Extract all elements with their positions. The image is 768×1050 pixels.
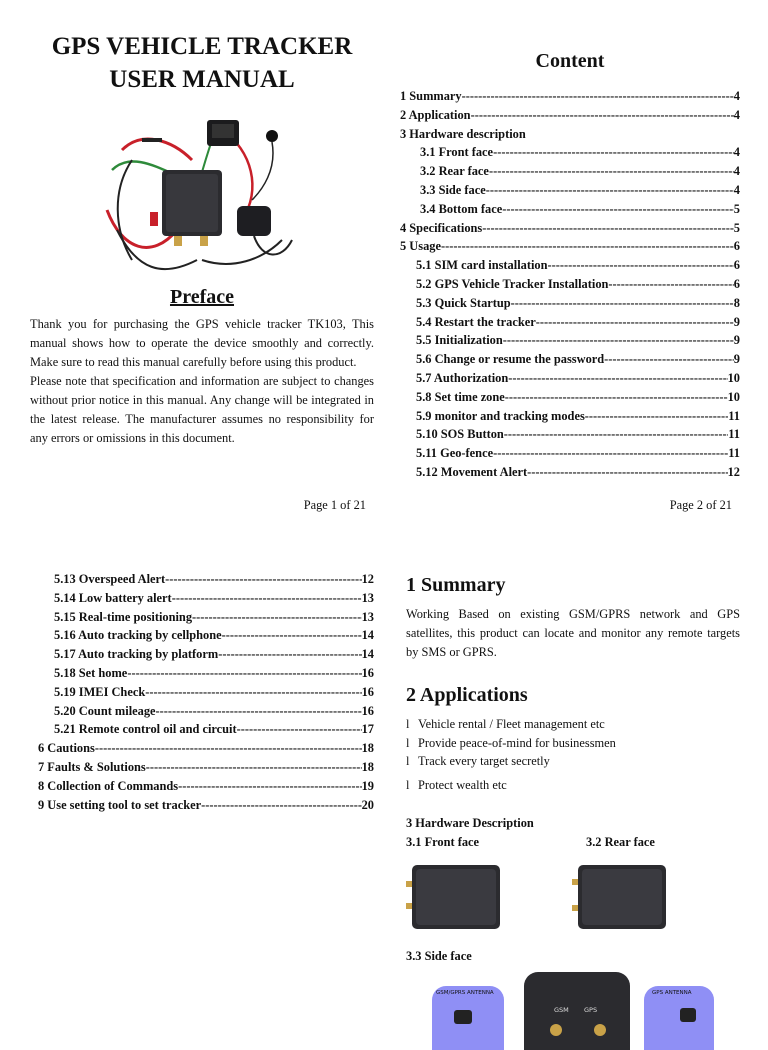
gps-port-label: GPS: [584, 1006, 598, 1015]
toc-entry-page: 6: [733, 276, 740, 291]
toc-entry-page: 9: [733, 314, 740, 329]
toc-entry-label: 3 Hardware description: [400, 126, 526, 141]
toc-entry-page: 5: [733, 201, 740, 216]
page-4: [400, 570, 740, 1024]
toc-entry-page: 6: [733, 258, 740, 273]
list-item: [406, 776, 740, 795]
toc-entry[interactable]: [400, 125, 740, 144]
toc-entry[interactable]: [400, 425, 740, 444]
toc-entry[interactable]: [30, 608, 374, 627]
content-heading: Content: [535, 50, 605, 72]
applications-heading: 2 Applications: [406, 684, 528, 706]
rear-face-label: 3.2 Rear face: [586, 835, 655, 850]
toc-entry[interactable]: [30, 702, 374, 721]
toc-entry[interactable]: [400, 369, 740, 388]
toc-entry[interactable]: [400, 162, 740, 181]
preface-paragraph-2: Please note that specification and information are subject to changes without prior notice in this manual. Any change will be integrated in the latest release. The manufacturer assumes no responsibility for any errors or omissions in this document.: [30, 374, 374, 445]
toc-entry-label: 5.4 Restart the tracker: [416, 314, 536, 329]
toc-entry[interactable]: [400, 331, 740, 350]
toc-entry-page: 10: [727, 389, 740, 404]
toc-entry-page: 19: [361, 778, 374, 793]
toc-entry[interactable]: [400, 181, 740, 200]
toc-entry-page: 10: [727, 370, 740, 385]
toc-entry-label: 5.17 Auto tracking by platform: [54, 647, 219, 662]
toc-dot-leader: [585, 407, 729, 426]
toc-entry-label: 9 Use setting tool to set tracker: [38, 797, 202, 812]
toc-entry[interactable]: [400, 256, 740, 275]
toc-dot-leader: [462, 87, 734, 106]
toc-entry-page: 16: [361, 684, 374, 699]
bullet-mark: l: [406, 735, 410, 750]
toc-entry-label: 5.19 IMEI Check: [54, 684, 146, 699]
toc-entry-label: 4 Specifications: [400, 220, 483, 235]
toc-entry[interactable]: [400, 463, 740, 482]
toc-entry[interactable]: [400, 350, 740, 369]
summary-heading: 1 Summary: [406, 574, 506, 596]
toc-dot-leader: [95, 739, 362, 758]
application-item: Track every target secretly: [418, 754, 550, 769]
toc-entry-label: 5.5 Initialization: [416, 333, 503, 348]
toc-entry-label: 3.2 Rear face: [420, 164, 489, 179]
page-1: [30, 30, 374, 530]
toc-entry-page: 14: [361, 647, 374, 662]
toc-dot-leader: [493, 444, 728, 463]
toc-dot-leader: [201, 796, 362, 815]
toc-entry-label: 5.2 GPS Vehicle Tracker Installation: [416, 276, 609, 291]
page-3: [30, 570, 374, 820]
toc-entry-label: 5.21 Remote control oil and circuit: [54, 722, 237, 737]
toc-entry-page: 4: [733, 164, 740, 179]
bullet-mark: l: [406, 754, 410, 769]
table-of-contents-continued: [30, 570, 374, 814]
application-item: Protect wealth etc: [418, 777, 507, 792]
toc-entry[interactable]: [30, 570, 374, 589]
title-line-1: GPS VEHICLE TRACKER: [51, 33, 353, 60]
toc-entry[interactable]: [400, 444, 740, 463]
toc-dot-leader: [486, 181, 734, 200]
toc-entry-page: 6: [733, 239, 740, 254]
page-2: [400, 44, 740, 530]
rear-face-image: [572, 861, 668, 931]
toc-dot-leader: [527, 463, 727, 482]
toc-entry-label: 5.6 Change or resume the password: [416, 352, 605, 367]
toc-entry-label: 5.11 Geo-fence: [416, 446, 494, 461]
toc-entry-label: 3.3 Side face: [420, 182, 486, 197]
toc-dot-leader: [222, 626, 362, 645]
list-item: [406, 715, 740, 734]
toc-entry[interactable]: [30, 589, 374, 608]
bullet-mark: l: [406, 717, 410, 731]
toc-entry[interactable]: [30, 645, 374, 664]
toc-entry-label: 5.3 Quick Startup: [416, 295, 511, 310]
summary-text: Working Based on existing GSM/GPRS network and GPS satellites, this product can locate and monitor any remote targets by SMS or GPRS.: [406, 607, 740, 659]
toc-entry-page: 8: [733, 295, 740, 310]
toc-entry[interactable]: [30, 664, 374, 683]
applications-list: [406, 715, 740, 794]
toc-dot-leader: [146, 758, 362, 777]
toc-entry[interactable]: [400, 143, 740, 162]
toc-entry-label: 1 Summary: [400, 89, 462, 103]
preface-heading: Preface: [169, 286, 235, 308]
toc-entry[interactable]: [30, 777, 374, 796]
toc-dot-leader: [608, 275, 733, 294]
toc-entry-page: 11: [728, 408, 740, 423]
toc-entry-page: 13: [361, 609, 374, 624]
toc-entry-label: 5.1 SIM card installation: [416, 258, 548, 273]
toc-entry[interactable]: [400, 87, 740, 106]
preface-paragraph-1: Thank you for purchasing the GPS vehicle tracker TK103, This manual shows how to operate the device smoothly and correctly. Make sure to read this manual carefully before using this product.: [30, 317, 374, 369]
toc-entry[interactable]: [400, 106, 740, 125]
toc-entry-page: 16: [361, 665, 374, 680]
toc-entry-label: 5.13 Overspeed Alert: [54, 572, 166, 586]
toc-dot-leader: [218, 645, 361, 664]
toc-entry[interactable]: [400, 200, 740, 219]
toc-entry-label: 5.18 Set home: [54, 665, 128, 680]
toc-entry[interactable]: [30, 758, 374, 777]
toc-dot-leader: [237, 720, 362, 739]
toc-entry-page: 4: [733, 182, 740, 197]
toc-dot-leader: [493, 143, 734, 162]
toc-dot-leader: [505, 388, 728, 407]
toc-dot-leader: [192, 608, 362, 627]
toc-dot-leader: [482, 219, 734, 238]
toc-dot-leader: [441, 237, 734, 256]
toc-entry[interactable]: [30, 683, 374, 702]
toc-entry-page: 16: [361, 703, 374, 718]
toc-entry-page: 4: [733, 107, 740, 122]
toc-entry[interactable]: [400, 219, 740, 238]
toc-entry-label: 7 Faults & Solutions: [38, 759, 146, 774]
toc-entry-label: 5 Usage: [400, 239, 441, 254]
application-item: Provide peace-of-mind for businessmen: [418, 735, 616, 750]
toc-entry-label: 5.14 Low battery alert: [54, 590, 172, 605]
toc-dot-leader: [471, 106, 734, 125]
toc-dot-leader: [172, 589, 362, 608]
toc-entry-label: 5.20 Count mileage: [54, 703, 156, 718]
toc-entry-page: 11: [728, 427, 740, 442]
toc-dot-leader: [508, 369, 727, 388]
gsm-port-label: GSM: [554, 1006, 569, 1015]
toc-entry-label: 5.12 Movement Alert: [416, 464, 528, 479]
application-item: Vehicle rental / Fleet management etc: [418, 717, 605, 731]
toc-entry-label: 5.8 Set time zone: [416, 389, 505, 404]
toc-entry-page: 11: [728, 446, 740, 461]
hardware-description-heading: 3 Hardware Description: [406, 816, 534, 831]
toc-dot-leader: [536, 313, 734, 332]
toc-dot-leader: [504, 425, 728, 444]
toc-entry-page: 14: [361, 628, 374, 643]
title-line-2: USER MANUAL: [109, 66, 295, 93]
front-face-label: 3.1 Front face: [406, 835, 480, 850]
toc-entry-page: 17: [361, 722, 374, 737]
toc-entry[interactable]: [400, 313, 740, 332]
toc-entry[interactable]: [400, 407, 740, 426]
gps-antenna-label: GPS ANTENNA: [652, 990, 692, 997]
manual-title: [30, 30, 374, 96]
toc-dot-leader: [503, 331, 734, 350]
gsm-antenna-label: GSM/GPRS ANTENNA: [436, 990, 494, 997]
toc-entry-label: 3.4 Bottom face: [420, 201, 503, 216]
toc-entry[interactable]: [30, 739, 374, 758]
toc-dot-leader: [145, 683, 361, 702]
toc-entry-page: 12: [361, 572, 374, 586]
page-number: Page 1 of 21: [303, 498, 366, 512]
product-photo: [102, 110, 302, 282]
toc-dot-leader: [511, 294, 734, 313]
toc-entry-label: 8 Collection of Commands: [38, 778, 179, 793]
toc-entry-page: 18: [361, 741, 374, 756]
toc-entry-page: 18: [361, 759, 374, 774]
toc-entry[interactable]: [400, 388, 740, 407]
toc-dot-leader: [127, 664, 361, 683]
table-of-contents: [400, 87, 740, 482]
toc-entry-page: 5: [733, 220, 740, 235]
toc-entry-label: 5.9 monitor and tracking modes: [416, 408, 585, 423]
toc-entry-label: 5.16 Auto tracking by cellphone: [54, 628, 222, 643]
toc-entry-label: 6 Cautions: [38, 741, 95, 756]
toc-entry-page: 4: [733, 89, 740, 103]
toc-dot-leader: [489, 162, 734, 181]
tracker-kit-image: [102, 110, 302, 282]
toc-dot-leader: [178, 777, 362, 796]
toc-entry-page: 9: [733, 333, 740, 348]
toc-entry-label: 5.15 Real-time positioning: [54, 609, 193, 624]
toc-dot-leader: [156, 702, 362, 721]
toc-dot-leader: [548, 256, 734, 275]
toc-dot-leader: [165, 570, 361, 589]
toc-entry-label: 2 Application: [400, 107, 471, 122]
toc-entry[interactable]: [400, 275, 740, 294]
toc-dot-leader: [604, 350, 734, 369]
front-face-image: [406, 861, 502, 931]
toc-entry-label: 3.1 Front face: [420, 145, 494, 160]
toc-entry-page: 20: [361, 797, 374, 812]
toc-entry-page: 9: [733, 352, 740, 367]
toc-entry[interactable]: [30, 796, 374, 815]
side-face-image: [400, 970, 740, 1050]
side-face-label: 3.3 Side face: [406, 949, 472, 964]
toc-entry[interactable]: [30, 720, 374, 739]
list-item: [406, 734, 740, 753]
toc-entry[interactable]: [400, 237, 740, 256]
toc-entry[interactable]: [400, 294, 740, 313]
list-item: [406, 752, 740, 771]
page-number: Page 2 of 21: [669, 498, 732, 512]
toc-entry-label: 5.10 SOS Button: [416, 427, 504, 442]
toc-entry-page: 13: [361, 590, 374, 605]
toc-dot-leader: [502, 200, 734, 219]
toc-entry-page: 12: [727, 464, 740, 479]
toc-entry-page: 4: [733, 145, 740, 160]
toc-entry[interactable]: [30, 626, 374, 645]
bullet-mark: l: [406, 777, 410, 792]
toc-entry-label: 5.7 Authorization: [416, 370, 509, 385]
